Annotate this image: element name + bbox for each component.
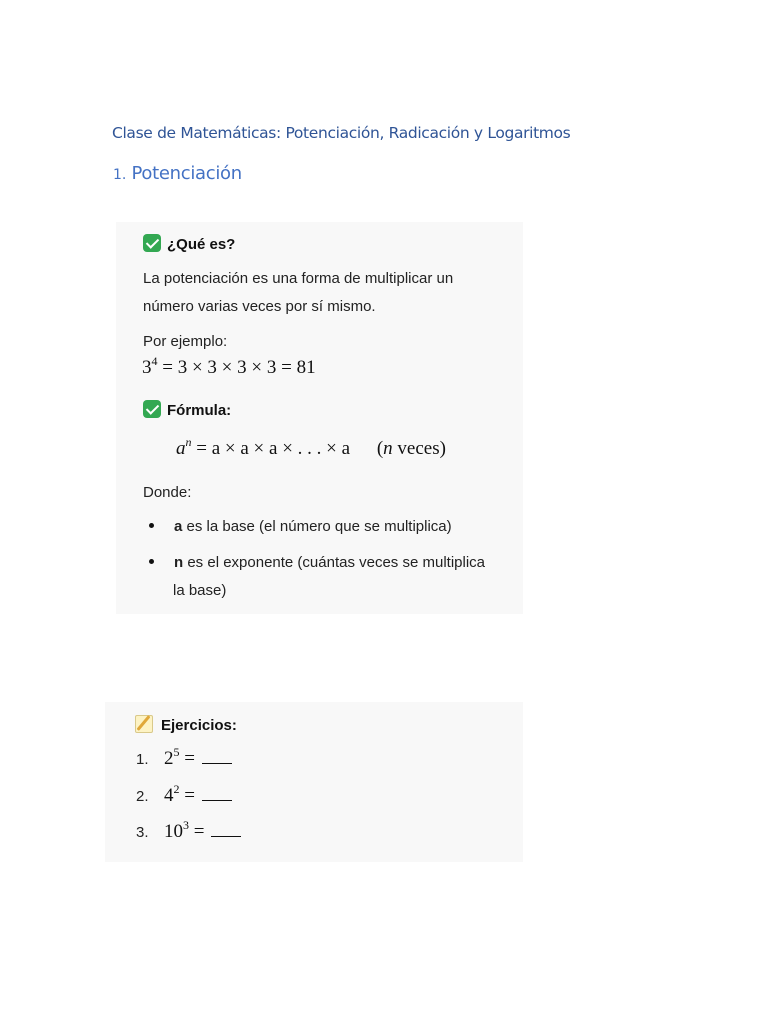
- example-exponent: 4: [151, 354, 158, 368]
- document-title: Clase de Matemáticas: Potenciación, Radicación y Logaritmos: [112, 124, 571, 142]
- bullet-item-exponent: [149, 554, 485, 571]
- exercise-item: [136, 745, 232, 770]
- bullet-text: es el exponente (cuántas veces se multiplica: [187, 554, 486, 571]
- exercise-exponent: 5: [173, 745, 180, 759]
- check-mark-icon: [143, 234, 161, 252]
- bullet-term: a: [174, 518, 183, 535]
- example-label: Por ejemplo:: [143, 333, 228, 350]
- what-line-1: La potenciación es una forma de multiplicar un: [143, 270, 454, 287]
- section-number: 1.: [113, 167, 127, 183]
- answer-blank[interactable]: [211, 835, 241, 837]
- what-heading: [143, 234, 235, 253]
- definition-panel: [116, 222, 523, 614]
- exercise-expression: [164, 745, 232, 769]
- exercise-exponent: 3: [183, 818, 189, 832]
- formula-expansion: = a × a × a × . . . × a: [196, 438, 351, 459]
- exercises-heading-label: Ejercicios:: [161, 717, 237, 734]
- exercises-heading: [135, 715, 237, 734]
- exercise-item: [136, 818, 241, 843]
- bullet-term: n: [174, 554, 184, 571]
- formula-exponent: n: [185, 435, 192, 449]
- formula-equation: [176, 435, 446, 460]
- exercise-operator: =: [193, 821, 205, 842]
- exercise-number: 1.: [136, 751, 149, 768]
- exercise-base: 2: [164, 748, 174, 769]
- answer-blank[interactable]: [202, 762, 232, 764]
- exercise-expression: [164, 818, 241, 842]
- exercise-item: [136, 782, 232, 807]
- exercise-base: 10: [164, 821, 183, 842]
- exercise-operator: =: [184, 785, 195, 806]
- what-line-2: número varias veces por sí mismo.: [143, 298, 376, 315]
- exercise-number: 2.: [136, 788, 149, 805]
- what-heading-label: ¿Qué es?: [167, 236, 236, 253]
- exercise-base: 4: [164, 785, 174, 806]
- exercise-expression: [164, 782, 232, 806]
- answer-blank[interactable]: [202, 799, 232, 801]
- example-equation: [142, 354, 316, 379]
- formula-note-text: veces: [397, 438, 440, 459]
- exercise-exponent: 2: [173, 782, 180, 796]
- where-label: Donde:: [143, 484, 192, 501]
- exercise-number: 3.: [136, 824, 149, 841]
- check-mark-icon: [143, 400, 161, 418]
- example-expansion: = 3 × 3 × 3 × 3 = 81: [162, 357, 316, 378]
- memo-icon: [135, 715, 153, 733]
- formula-note-var: n: [383, 438, 393, 459]
- formula-note: (n veces): [376, 438, 446, 459]
- bullet-item-base: [149, 518, 452, 535]
- formula-heading-label: Fórmula:: [167, 402, 232, 419]
- bullet-text: es la base (el número que se multiplica): [186, 518, 452, 535]
- section-heading: [113, 163, 242, 184]
- bullet-dot: [149, 559, 154, 564]
- bullet-dot: [149, 523, 154, 528]
- section-title: Potenciación: [131, 163, 242, 184]
- exercises-panel: [105, 702, 523, 862]
- formula-base: a: [176, 438, 186, 459]
- bullet-continuation: la base): [173, 582, 227, 599]
- formula-heading: [143, 400, 231, 419]
- exercise-operator: =: [184, 748, 195, 769]
- example-base: 3: [142, 357, 152, 378]
